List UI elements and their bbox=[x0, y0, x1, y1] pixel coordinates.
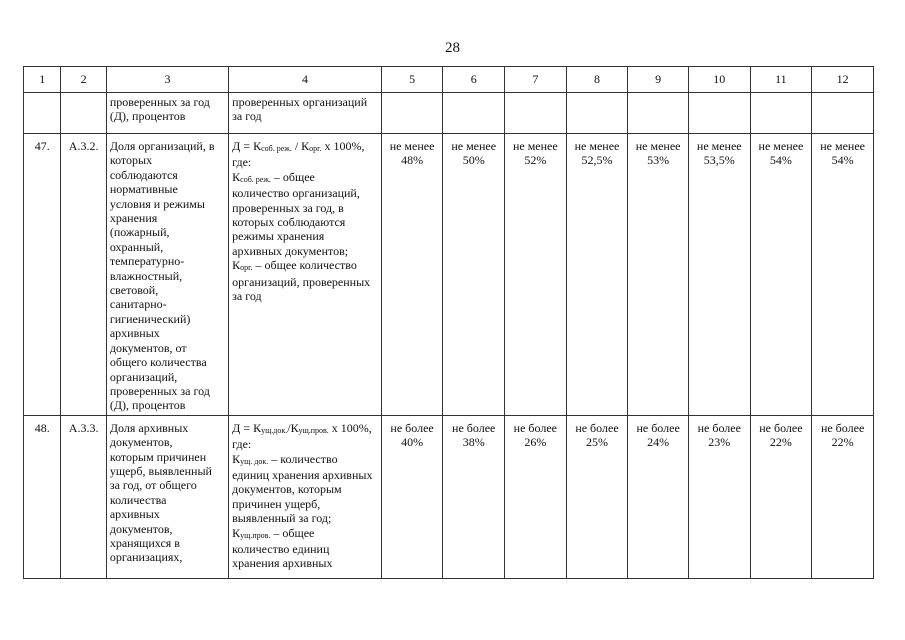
value-qualifier: не менее bbox=[696, 139, 742, 153]
text-line: проверенных организаций bbox=[232, 95, 368, 109]
text-line: архивных bbox=[109, 507, 160, 522]
definition-line: организаций, проверенных bbox=[232, 274, 371, 289]
header-cell: 4 bbox=[229, 67, 382, 93]
text-line: температурно- bbox=[109, 254, 185, 269]
formula-part: /К bbox=[287, 420, 299, 435]
page-number: 28 bbox=[445, 40, 460, 56]
text-line: Доля организаций, в bbox=[109, 139, 215, 153]
empty-cell bbox=[24, 93, 61, 134]
row-number-cell: 48. bbox=[24, 415, 61, 578]
formula-part: Д = К bbox=[232, 420, 262, 435]
indicator-code-cell: А.3.3. bbox=[61, 415, 106, 578]
definition-line: архивных документов; bbox=[232, 243, 349, 258]
text-line: (пожарный, bbox=[109, 225, 170, 240]
value-percent: 53% bbox=[647, 153, 670, 168]
text-line: хранения bbox=[109, 211, 158, 226]
formula-subscript: ущ. док. bbox=[240, 456, 269, 466]
value-percent: 24% bbox=[647, 435, 670, 450]
formula-cell bbox=[229, 415, 382, 578]
header-cell: 7 bbox=[505, 67, 567, 93]
text-line: архивных bbox=[109, 326, 160, 341]
description-cell bbox=[106, 415, 228, 578]
formula-subscript: ущ.пров. bbox=[240, 530, 271, 540]
value-qualifier: не более bbox=[452, 420, 496, 435]
definition-line bbox=[232, 170, 378, 186]
header-cell: 8 bbox=[566, 67, 628, 93]
target-value-cell bbox=[566, 134, 628, 416]
formula-line bbox=[232, 139, 378, 155]
value-qualifier: не более bbox=[759, 420, 803, 435]
empty-cell bbox=[628, 93, 689, 134]
header-cell: 5 bbox=[381, 67, 443, 93]
value-qualifier: не более bbox=[636, 420, 680, 435]
formula-part: / К bbox=[291, 139, 310, 153]
formula-part: Д = К bbox=[232, 139, 262, 153]
text-line: соблюдаются bbox=[109, 167, 178, 182]
value-qualifier: не менее bbox=[512, 139, 558, 153]
text-line: хранящихся в bbox=[109, 535, 180, 550]
value-qualifier: не более bbox=[513, 420, 558, 435]
text-line: за год, от общего bbox=[109, 478, 197, 493]
target-value-cell bbox=[750, 134, 812, 416]
value-percent: 52,5% bbox=[581, 153, 613, 168]
definition-line: количество единиц bbox=[232, 541, 330, 556]
formula-cell bbox=[229, 134, 382, 416]
definition-line: проверенных за год, в bbox=[232, 200, 344, 215]
value-qualifier: не менее bbox=[820, 139, 865, 153]
value-qualifier: не менее bbox=[574, 139, 620, 153]
value-percent: 26% bbox=[524, 435, 547, 450]
text-line: влажностный, bbox=[109, 268, 183, 283]
header-cell: 3 bbox=[106, 67, 228, 93]
text-line: документов, от bbox=[109, 340, 187, 355]
value-percent: 54% bbox=[831, 153, 854, 168]
target-value-cell bbox=[688, 415, 750, 578]
value-qualifier: не более bbox=[820, 420, 865, 435]
text-line: которым причинен bbox=[109, 449, 207, 464]
header-cell: 12 bbox=[812, 67, 874, 93]
target-value-cell bbox=[812, 134, 874, 416]
definition-line: хранения архивных bbox=[232, 556, 333, 571]
text-line: гигиенический) bbox=[109, 311, 191, 326]
empty-cell bbox=[812, 93, 874, 134]
target-value-cell bbox=[812, 415, 874, 578]
definition-line bbox=[232, 526, 378, 542]
header-cell: 2 bbox=[61, 67, 106, 93]
table-row bbox=[24, 415, 874, 578]
text-line: охранный, bbox=[109, 239, 164, 254]
target-value-cell bbox=[381, 134, 443, 416]
value-percent: 38% bbox=[462, 435, 485, 450]
text-line: (Д), процентов bbox=[109, 398, 186, 413]
definition-line: количество организаций, bbox=[232, 186, 360, 201]
empty-cell bbox=[381, 93, 443, 134]
value-percent: 40% bbox=[401, 435, 424, 450]
indicator-table bbox=[23, 66, 874, 579]
value-percent: 23% bbox=[708, 435, 731, 450]
formula-line bbox=[232, 421, 378, 437]
formula-subscript: орг. bbox=[309, 144, 322, 153]
definition-line: за год bbox=[232, 289, 262, 304]
indicator-code-cell: А.3.2. bbox=[61, 134, 106, 416]
header-cell: 6 bbox=[443, 67, 505, 93]
empty-cell bbox=[61, 93, 106, 134]
value-qualifier: не более bbox=[390, 420, 434, 435]
table-header-row bbox=[24, 67, 874, 93]
text-line: проверенных за год bbox=[109, 383, 210, 398]
definition-line: единиц хранения архивных bbox=[232, 467, 373, 482]
text-line: проверенных за год bbox=[109, 95, 210, 109]
target-value-cell bbox=[443, 415, 505, 578]
value-qualifier: не менее bbox=[635, 139, 681, 153]
formula-subscript: ущ.пров. bbox=[298, 425, 329, 435]
description-cell bbox=[106, 93, 228, 134]
value-percent: 50% bbox=[462, 153, 485, 168]
value-percent: 25% bbox=[585, 435, 608, 450]
target-value-cell bbox=[628, 134, 689, 416]
value-qualifier: не более bbox=[575, 420, 619, 435]
definition-text: – количество bbox=[268, 451, 338, 466]
target-value-cell bbox=[566, 415, 628, 578]
empty-cell bbox=[566, 93, 628, 134]
text-line: нормативные bbox=[109, 182, 178, 197]
formula-line: где: bbox=[232, 155, 252, 170]
definition-line: причинен ущерб, bbox=[232, 496, 321, 511]
header-cell: 10 bbox=[688, 67, 750, 93]
text-line: за год bbox=[232, 109, 262, 124]
definition-line: документов, которым bbox=[232, 482, 342, 497]
empty-cell bbox=[750, 93, 812, 134]
formula-subscript: орг. bbox=[240, 263, 253, 273]
text-line: организациях, bbox=[109, 550, 183, 565]
text-line: которых bbox=[109, 153, 153, 168]
value-qualifier: не менее bbox=[758, 139, 804, 153]
table-row bbox=[24, 134, 874, 416]
formula-cell bbox=[229, 93, 382, 134]
text-line: санитарно- bbox=[109, 297, 167, 312]
definition-line bbox=[232, 258, 378, 274]
empty-cell bbox=[505, 93, 567, 134]
value-qualifier: не менее bbox=[389, 139, 435, 153]
header-cell: 1 bbox=[24, 67, 61, 93]
formula-line: где: bbox=[232, 437, 252, 452]
target-value-cell bbox=[628, 415, 689, 578]
formula-subscript: ущ.док. bbox=[261, 425, 288, 435]
value-qualifier: не менее bbox=[451, 139, 497, 153]
definition-line bbox=[232, 452, 378, 468]
target-value-cell bbox=[505, 134, 567, 416]
formula-subscript: соб. реж. bbox=[261, 144, 292, 153]
definition-symbol: К bbox=[232, 451, 241, 466]
text-line: документов, bbox=[109, 521, 173, 536]
target-value-cell bbox=[443, 134, 505, 416]
target-value-cell bbox=[688, 134, 750, 416]
value-percent: 53,5% bbox=[703, 153, 735, 168]
description-cell bbox=[106, 134, 228, 416]
definition-text: – общее bbox=[270, 169, 315, 184]
value-percent: 22% bbox=[769, 435, 792, 450]
empty-cell bbox=[443, 93, 505, 134]
empty-cell bbox=[688, 93, 750, 134]
value-percent: 52% bbox=[524, 153, 547, 168]
header-cell: 11 bbox=[750, 67, 812, 93]
definition-line: которых соблюдаются bbox=[232, 215, 346, 230]
text-line: ущерб, выявленный bbox=[109, 463, 212, 478]
definition-line: выявленный за год; bbox=[232, 511, 332, 526]
target-value-cell bbox=[750, 415, 812, 578]
formula-part: х 100%, bbox=[328, 420, 372, 435]
formula-part: х 100%, bbox=[321, 139, 365, 153]
definition-symbol: К bbox=[232, 258, 241, 273]
text-line: световой, bbox=[109, 283, 159, 298]
target-value-cell bbox=[381, 415, 443, 578]
value-percent: 22% bbox=[831, 435, 854, 450]
row-number-cell: 47. bbox=[24, 134, 61, 416]
text-line: Доля архивных bbox=[109, 420, 189, 435]
header-cell: 9 bbox=[628, 67, 689, 93]
text-line: количества bbox=[109, 492, 167, 507]
definition-text: – общее количество bbox=[252, 258, 357, 273]
text-line: документов, bbox=[109, 435, 173, 450]
text-line: условия и режимы bbox=[109, 196, 205, 211]
target-value-cell bbox=[505, 415, 567, 578]
value-percent: 54% bbox=[769, 153, 792, 168]
text-line: общего количества bbox=[109, 355, 207, 370]
table-row-continuation bbox=[24, 93, 874, 134]
value-percent: 48% bbox=[401, 153, 424, 168]
definition-symbol: К bbox=[232, 169, 241, 184]
formula-subscript: соб. реж. bbox=[240, 174, 271, 184]
text-line: организаций, bbox=[109, 369, 178, 384]
definition-symbol: К bbox=[232, 525, 241, 540]
definition-line: режимы хранения bbox=[232, 229, 325, 244]
text-line: (Д), процентов bbox=[109, 109, 186, 124]
definition-text: – общее bbox=[270, 525, 315, 540]
value-qualifier: не более bbox=[697, 420, 741, 435]
